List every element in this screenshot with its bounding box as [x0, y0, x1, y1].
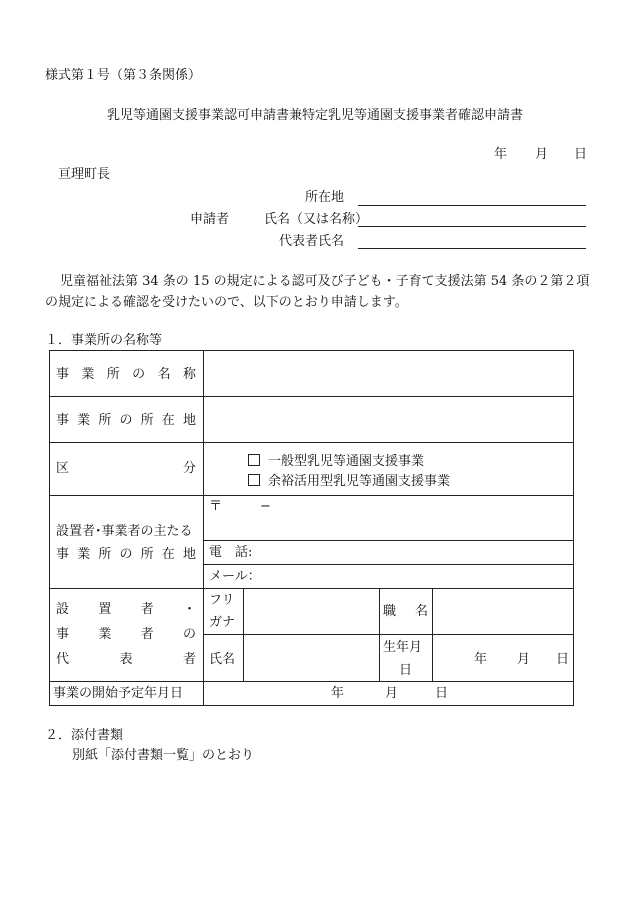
date-day: 日 — [574, 147, 588, 162]
form-number: 様式第１号（第３条関係） — [45, 68, 202, 83]
representative-line[interactable] — [358, 248, 586, 249]
category-option-surplus[interactable]: 余裕活用型乳児等通園支援事業 — [248, 474, 450, 490]
representative-label: 代表者氏名 — [279, 234, 345, 249]
birth-label-1: 生年月 — [383, 640, 423, 655]
applicant-label: 申請者 — [190, 212, 230, 227]
main-office-label-2: 事 業 所 の 所 在 地 — [56, 547, 196, 562]
birth-month: 月 — [517, 652, 531, 667]
rep-name-label: 氏名 — [209, 652, 236, 667]
date-year: 年 — [494, 147, 508, 162]
furigana-label-1: フリ — [209, 593, 235, 608]
body-line-1: 児童福祉法第 34 条の 15 の規定による認可及び子ども・子育て支援法第 54 条の２第２項 — [60, 274, 590, 289]
main-office-label-1: 設置者･事業者の主たる — [56, 524, 193, 539]
section2-heading: ２．添付書類 — [45, 728, 124, 743]
document-title: 乳児等通園支援事業認可申請書兼特定乳児等通園支援事業者確認申請書 — [106, 108, 523, 123]
birth-day: 日 — [556, 652, 570, 667]
birth-label-2: 日 — [399, 663, 413, 678]
rep-label-3: 代 表 者 — [56, 652, 196, 667]
rep-label-1: 設 置 者 ・ — [56, 602, 196, 617]
birth-year: 年 — [474, 652, 488, 667]
name-line[interactable] — [358, 226, 586, 227]
phone-label: 電 話: — [209, 545, 253, 560]
section2-text: 別紙「添付書類一覧」のとおり — [72, 748, 255, 763]
email-label: メール： — [209, 569, 261, 584]
start-year: 年 — [331, 686, 345, 701]
start-month: 月 — [385, 686, 399, 701]
name-label: 氏名（又は名称） — [264, 212, 369, 227]
body-line-2: の規定による確認を受けたいので、以下のとおり申請します。 — [45, 295, 408, 310]
category-label: 区 分 — [56, 461, 196, 476]
location-line[interactable] — [358, 205, 586, 206]
office-address-field[interactable] — [205, 398, 571, 441]
start-day: 日 — [435, 686, 449, 701]
office-name-field[interactable] — [205, 352, 571, 395]
office-name-label: 事 業 所 の 名 称 — [56, 367, 196, 382]
section1-heading: １．事業所の名称等 — [45, 333, 163, 348]
category-option-general[interactable]: 一般型乳児等通園支援事業 — [248, 454, 424, 470]
location-label: 所在地 — [305, 190, 345, 205]
furigana-label-2: ガナ — [209, 615, 236, 630]
postal-mark: 〒 — [209, 499, 223, 514]
start-date-label: 事業の開始予定年月日 — [53, 686, 184, 701]
rep-label-2: 事 業 者 の — [56, 627, 196, 642]
date-month: 月 — [535, 147, 549, 162]
checkbox-icon[interactable] — [248, 474, 260, 486]
job-title-label: 職 名 — [383, 604, 428, 619]
office-address-label: 事 業 所 の 所 在 地 — [56, 413, 196, 428]
facility-table — [49, 350, 574, 706]
addressee: 亘理町長 — [58, 167, 111, 182]
postal-dash: − — [260, 499, 271, 514]
checkbox-icon[interactable] — [248, 454, 260, 466]
